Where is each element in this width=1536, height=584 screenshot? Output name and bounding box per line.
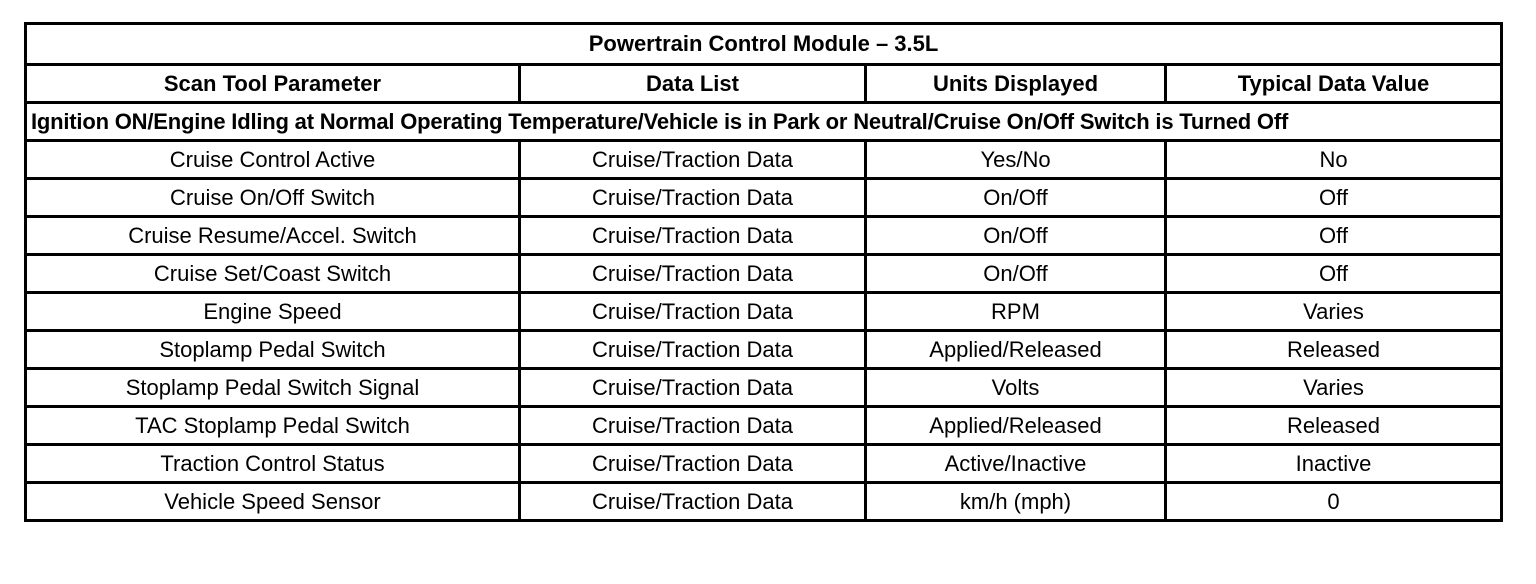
parameter-cell: Cruise Control Active: [26, 141, 520, 179]
data-list-cell: Cruise/Traction Data: [520, 217, 866, 255]
data-list-cell: Cruise/Traction Data: [520, 293, 866, 331]
parameter-cell: Vehicle Speed Sensor: [26, 483, 520, 521]
data-list-cell: Cruise/Traction Data: [520, 483, 866, 521]
typical-value-cell: Released: [1166, 331, 1502, 369]
units-cell: Volts: [866, 369, 1166, 407]
parameter-cell: Cruise Resume/Accel. Switch: [26, 217, 520, 255]
column-header-scan-tool-parameter: Scan Tool Parameter: [26, 65, 520, 103]
table-row: [26, 293, 1502, 331]
parameter-cell: Traction Control Status: [26, 445, 520, 483]
data-list-cell: Cruise/Traction Data: [520, 445, 866, 483]
data-table-container: [24, 22, 1500, 522]
typical-value-cell: Varies: [1166, 369, 1502, 407]
units-cell: km/h (mph): [866, 483, 1166, 521]
typical-value-cell: Off: [1166, 179, 1502, 217]
pcm-data-table: [24, 22, 1503, 522]
parameter-cell: Cruise On/Off Switch: [26, 179, 520, 217]
parameter-cell: Stoplamp Pedal Switch: [26, 331, 520, 369]
data-list-cell: Cruise/Traction Data: [520, 255, 866, 293]
units-cell: RPM: [866, 293, 1166, 331]
table-row: [26, 407, 1502, 445]
units-cell: Yes/No: [866, 141, 1166, 179]
parameter-cell: TAC Stoplamp Pedal Switch: [26, 407, 520, 445]
column-header-data-list: Data List: [520, 65, 866, 103]
units-cell: On/Off: [866, 217, 1166, 255]
data-list-cell: Cruise/Traction Data: [520, 331, 866, 369]
table-row: [26, 369, 1502, 407]
typical-value-cell: Off: [1166, 255, 1502, 293]
data-list-cell: Cruise/Traction Data: [520, 141, 866, 179]
table-row: [26, 255, 1502, 293]
table-title-row: [26, 24, 1502, 65]
parameter-cell: Stoplamp Pedal Switch Signal: [26, 369, 520, 407]
table-row: [26, 445, 1502, 483]
units-cell: On/Off: [866, 179, 1166, 217]
table-row: [26, 217, 1502, 255]
test-condition: Ignition ON/Engine Idling at Normal Operating Temperature/Vehicle is in Park or Neutral/Cruise On/Off Switch is Turned Off: [26, 103, 1502, 141]
column-header-units-displayed: Units Displayed: [866, 65, 1166, 103]
column-header-typical-data-value: Typical Data Value: [1166, 65, 1502, 103]
units-cell: Active/Inactive: [866, 445, 1166, 483]
table-row: [26, 141, 1502, 179]
typical-value-cell: Released: [1166, 407, 1502, 445]
typical-value-cell: No: [1166, 141, 1502, 179]
typical-value-cell: Varies: [1166, 293, 1502, 331]
parameter-cell: Cruise Set/Coast Switch: [26, 255, 520, 293]
units-cell: Applied/Released: [866, 407, 1166, 445]
condition-row: [26, 103, 1502, 141]
units-cell: On/Off: [866, 255, 1166, 293]
typical-value-cell: Inactive: [1166, 445, 1502, 483]
table-row: [26, 179, 1502, 217]
data-list-cell: Cruise/Traction Data: [520, 179, 866, 217]
table-row: [26, 483, 1502, 521]
table-header-row: [26, 65, 1502, 103]
typical-value-cell: Off: [1166, 217, 1502, 255]
parameter-cell: Engine Speed: [26, 293, 520, 331]
data-list-cell: Cruise/Traction Data: [520, 369, 866, 407]
units-cell: Applied/Released: [866, 331, 1166, 369]
typical-value-cell: 0: [1166, 483, 1502, 521]
data-list-cell: Cruise/Traction Data: [520, 407, 866, 445]
table-title: Powertrain Control Module – 3.5L: [26, 24, 1502, 65]
table-row: [26, 331, 1502, 369]
